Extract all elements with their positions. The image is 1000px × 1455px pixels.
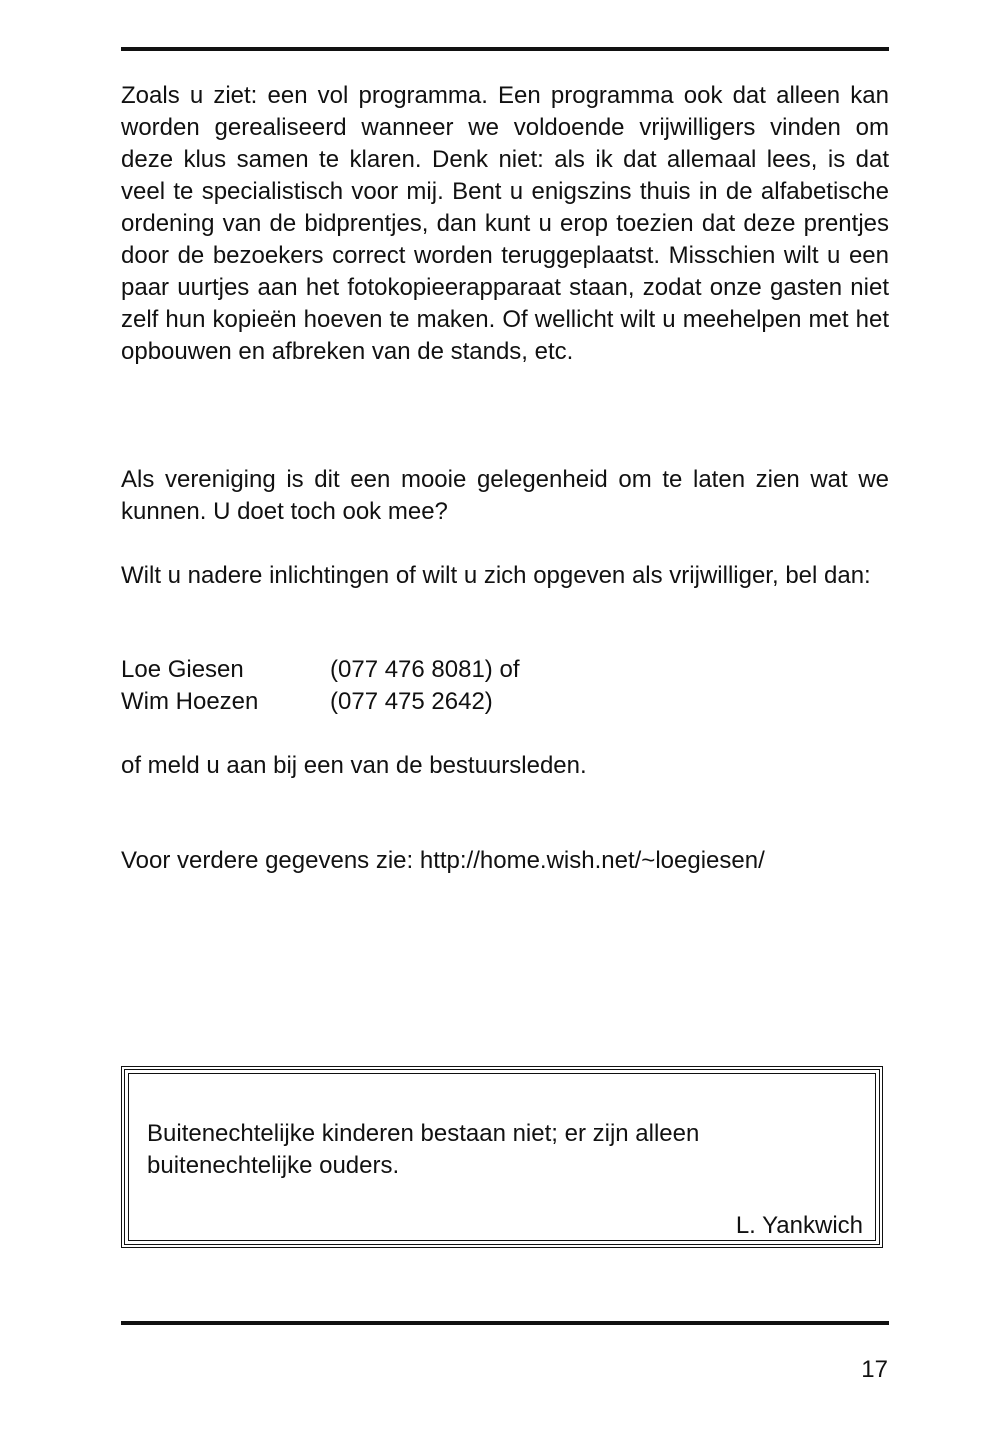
paragraph-info: Wilt u nadere inlichtingen of wilt u zich opgeven als vrijwilliger, bel dan: (121, 562, 871, 589)
page-number: 17 (861, 1356, 888, 1383)
quote-box (121, 1066, 883, 1248)
contact-row (121, 686, 519, 718)
contact-phone: (077 476 8081) of (330, 656, 520, 683)
contact-list (121, 654, 519, 718)
top-rule (121, 47, 889, 51)
paragraph-board: of meld u aan bij een van de bestuursleden. (121, 752, 587, 779)
contact-phone: (077 475 2642) (330, 688, 493, 715)
quote-text: Buitenechtelijke kinderen bestaan niet; er zijn alleen buitenechtelijke ouders. (147, 1120, 700, 1179)
contact-row (121, 654, 519, 686)
paragraph-volunteers: Zoals u ziet: een vol programma. Een programma ook dat alleen kan worden gerealiseerd wanneer we voldoende vrijwilligers vinden om deze klus samen te klaren. Denk niet: als ik dat allemaal lees, is dat veel te specialistisch voor mij. Bent u enigszins thuis in de alfabetische ordening van de bidprentjes, dan kunt u erop toezien dat deze prentjes door de bezoekers correct worden teruggeplaatst. Misschien wilt u een paar uurtjes aan het fotokopieerapparaat staan, zodat onze gasten niet zelf hun kopieën hoeven te maken. Of wellicht wilt u meehelpen met het opbouwen en afbreken van de stands, etc. (121, 82, 889, 365)
paragraph-website: Voor verdere gegevens zie: http://home.wish.net/~loegiesen/ (121, 847, 765, 874)
contact-name: Loe Giesen (121, 656, 244, 683)
contact-name: Wim Hoezen (121, 688, 259, 715)
quote-author: L. Yankwich (735, 1212, 863, 1239)
bottom-rule (121, 1321, 889, 1325)
paragraph-association: Als vereniging is dit een mooie gelegenheid om te laten zien wat we kunnen. U doet toch ook mee? (121, 466, 889, 525)
